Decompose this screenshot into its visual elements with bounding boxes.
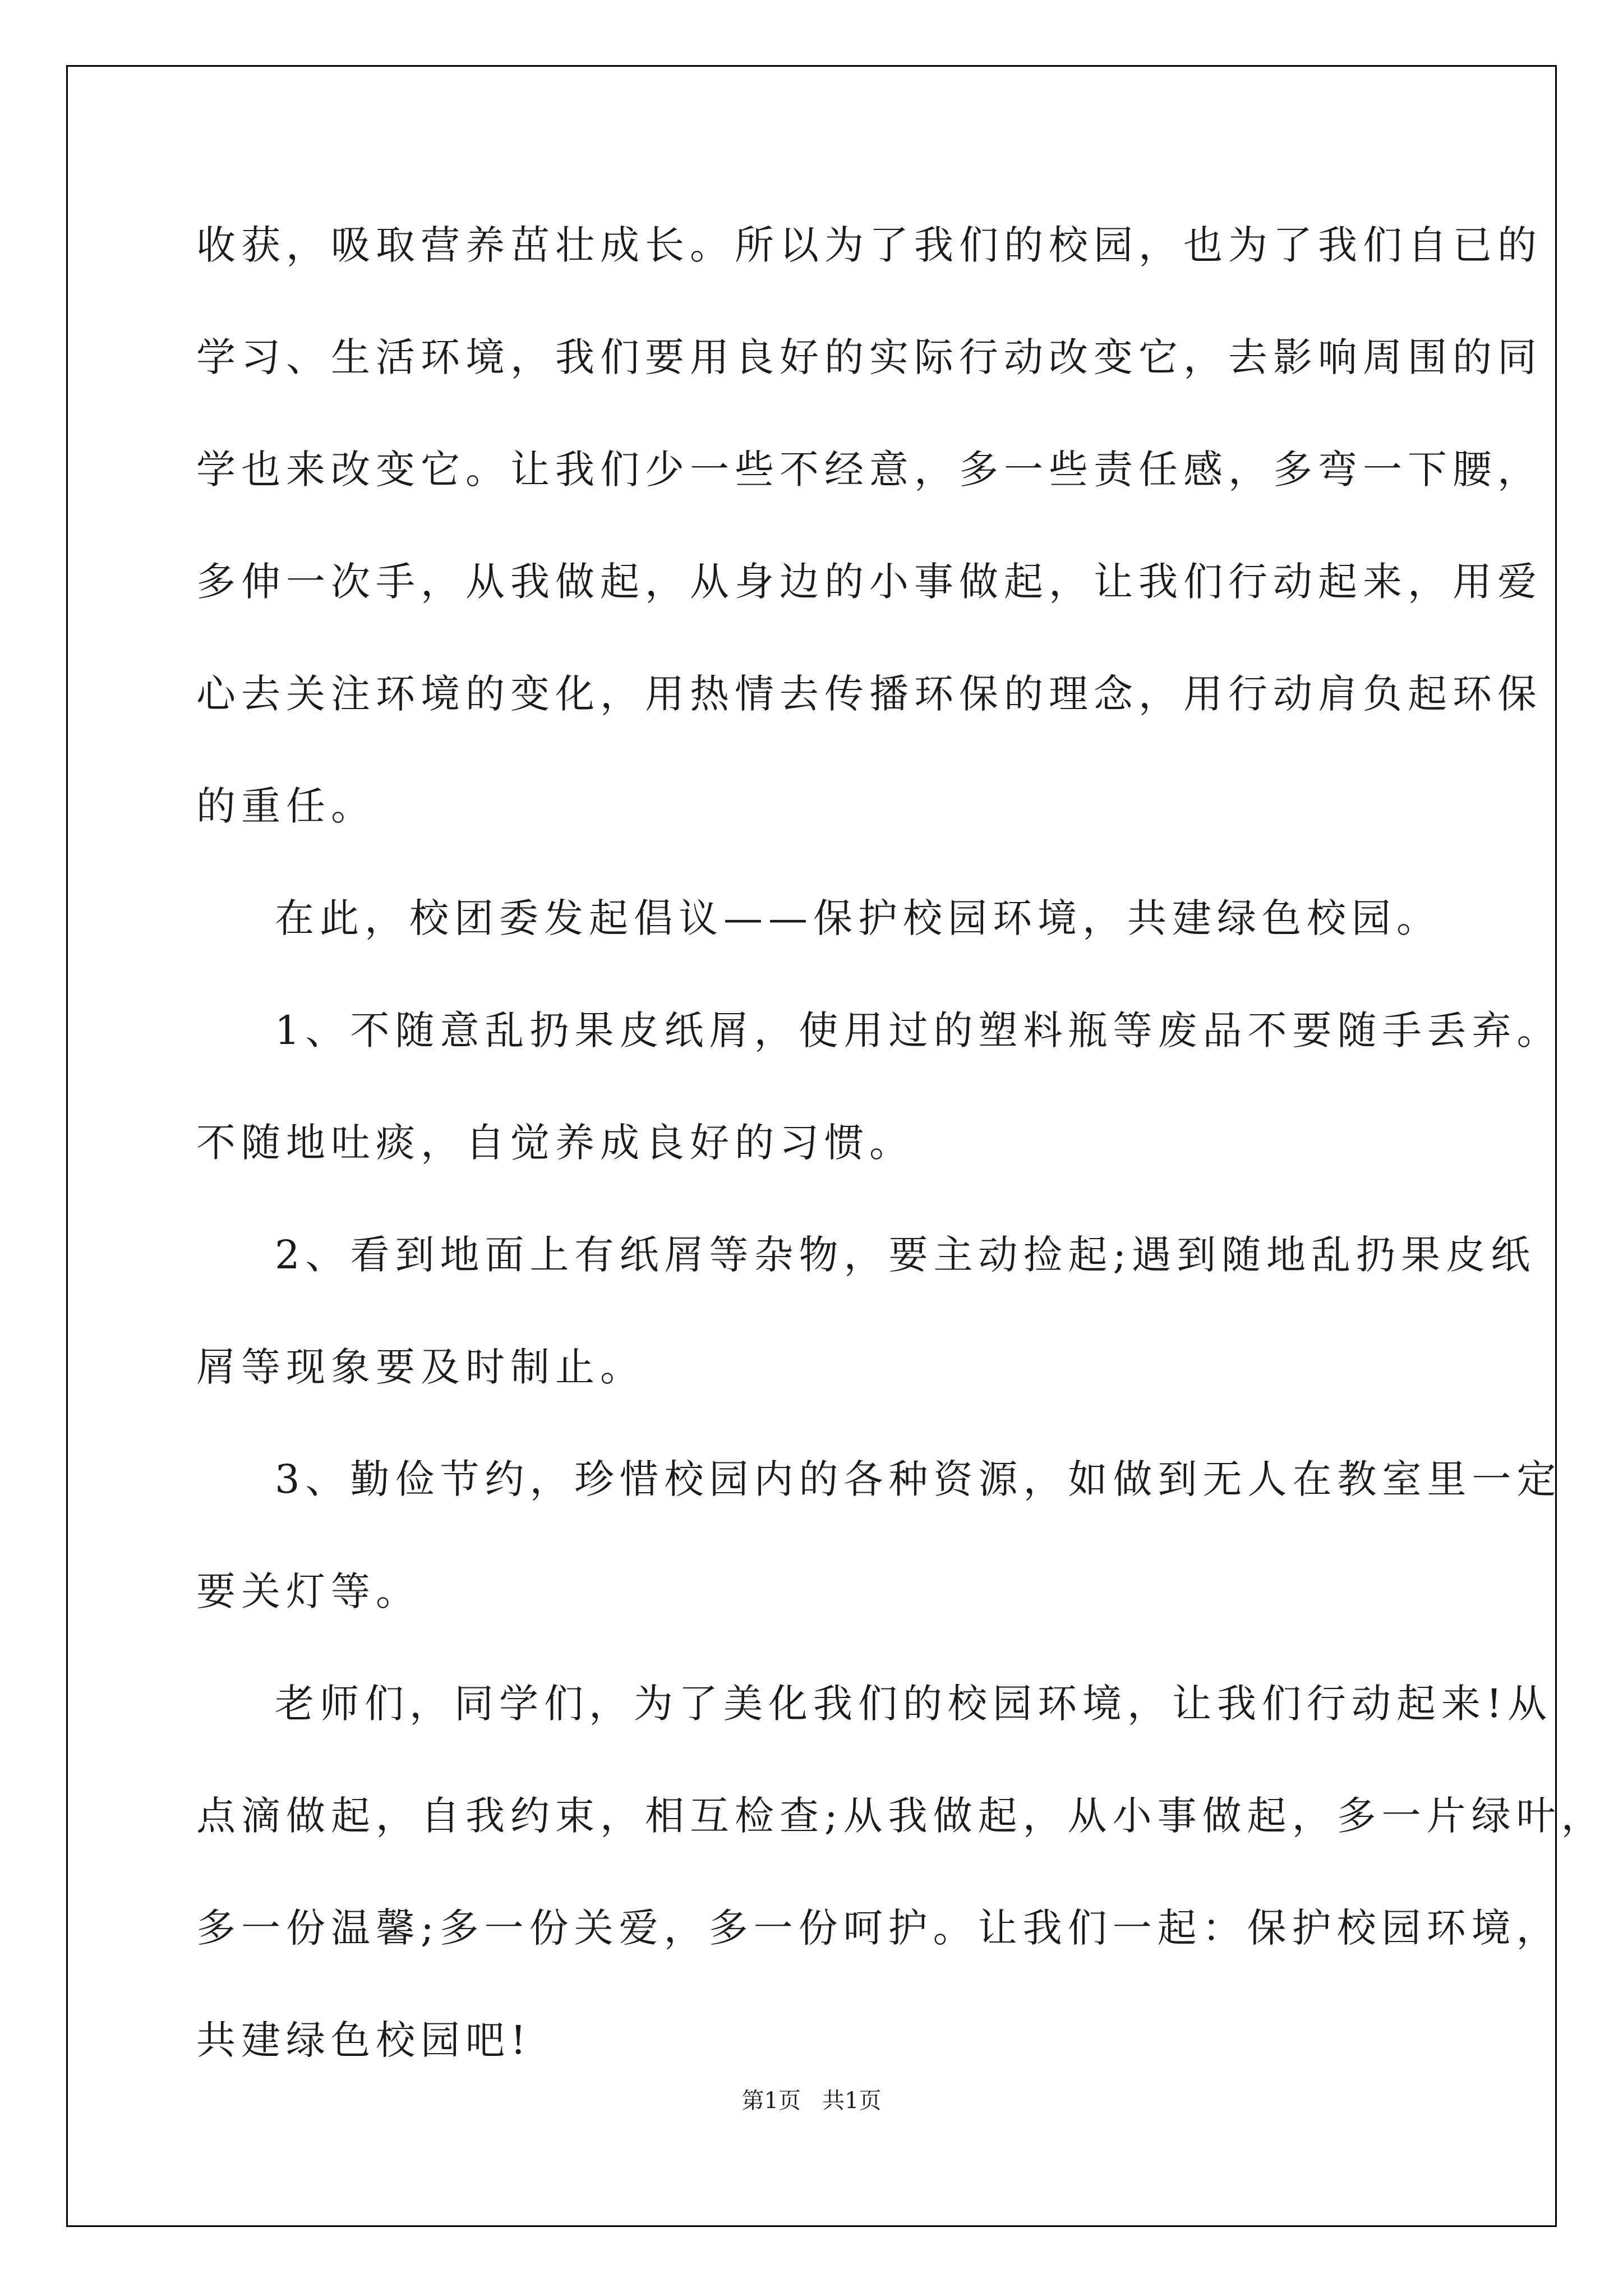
text-line: 多伸一次手，从我做起，从身边的小事做起，让我们行动起来，用爱 xyxy=(196,559,1542,605)
text-line: 屑等现象要及时制止。 xyxy=(196,1344,645,1390)
paragraph-start-line: 老师们，同学们，为了美化我们的校园环境，让我们行动起来!从 xyxy=(275,1681,1553,1727)
text-line: 多一份温馨;多一份关爱，多一份呵护。让我们一起：保护校园环境， xyxy=(196,1905,1561,1951)
paragraph-start-line: 3、勤俭节约，珍惜校园内的各种资源，如做到无人在教室里一定 xyxy=(275,1456,1562,1502)
paragraph-start-line: 2、看到地面上有纸屑等杂物，要主动捡起;遇到随地乱扔果皮纸 xyxy=(275,1232,1536,1278)
paragraph-start-line: 在此，校团委发起倡议——保护校园环境，共建绿色校园。 xyxy=(275,895,1441,941)
text-line: 共建绿色校园吧! xyxy=(196,2017,532,2063)
paragraph-start-line: 1、不随意乱扔果皮纸屑，使用过的塑料瓶等废品不要随手丢弃。 xyxy=(275,1007,1562,1053)
text-line: 学也来改变它。让我们少一些不经意，多一些责任感，多弯一下腰， xyxy=(196,447,1542,493)
text-line: 学习、生活环境，我们要用良好的实际行动改变它，去影响周围的同 xyxy=(196,334,1542,380)
text-line: 的重任。 xyxy=(196,783,376,829)
text-line: 点滴做起，自我约束，相互检查;从我做起，从小事做起，多一片绿叶， xyxy=(196,1793,1606,1839)
text-line: 心去关注环境的变化，用热情去传播环保的理念，用行动肩负起环保 xyxy=(196,671,1542,717)
text-line: 要关灯等。 xyxy=(196,1568,421,1614)
text-line: 收获，吸取营养茁壮成长。所以为了我们的校园，也为了我们自已的 xyxy=(196,222,1542,268)
text-line: 不随地吐痰，自觉养成良好的习惯。 xyxy=(196,1120,914,1166)
page-footer: 第1页 共1页 xyxy=(741,2088,882,2114)
